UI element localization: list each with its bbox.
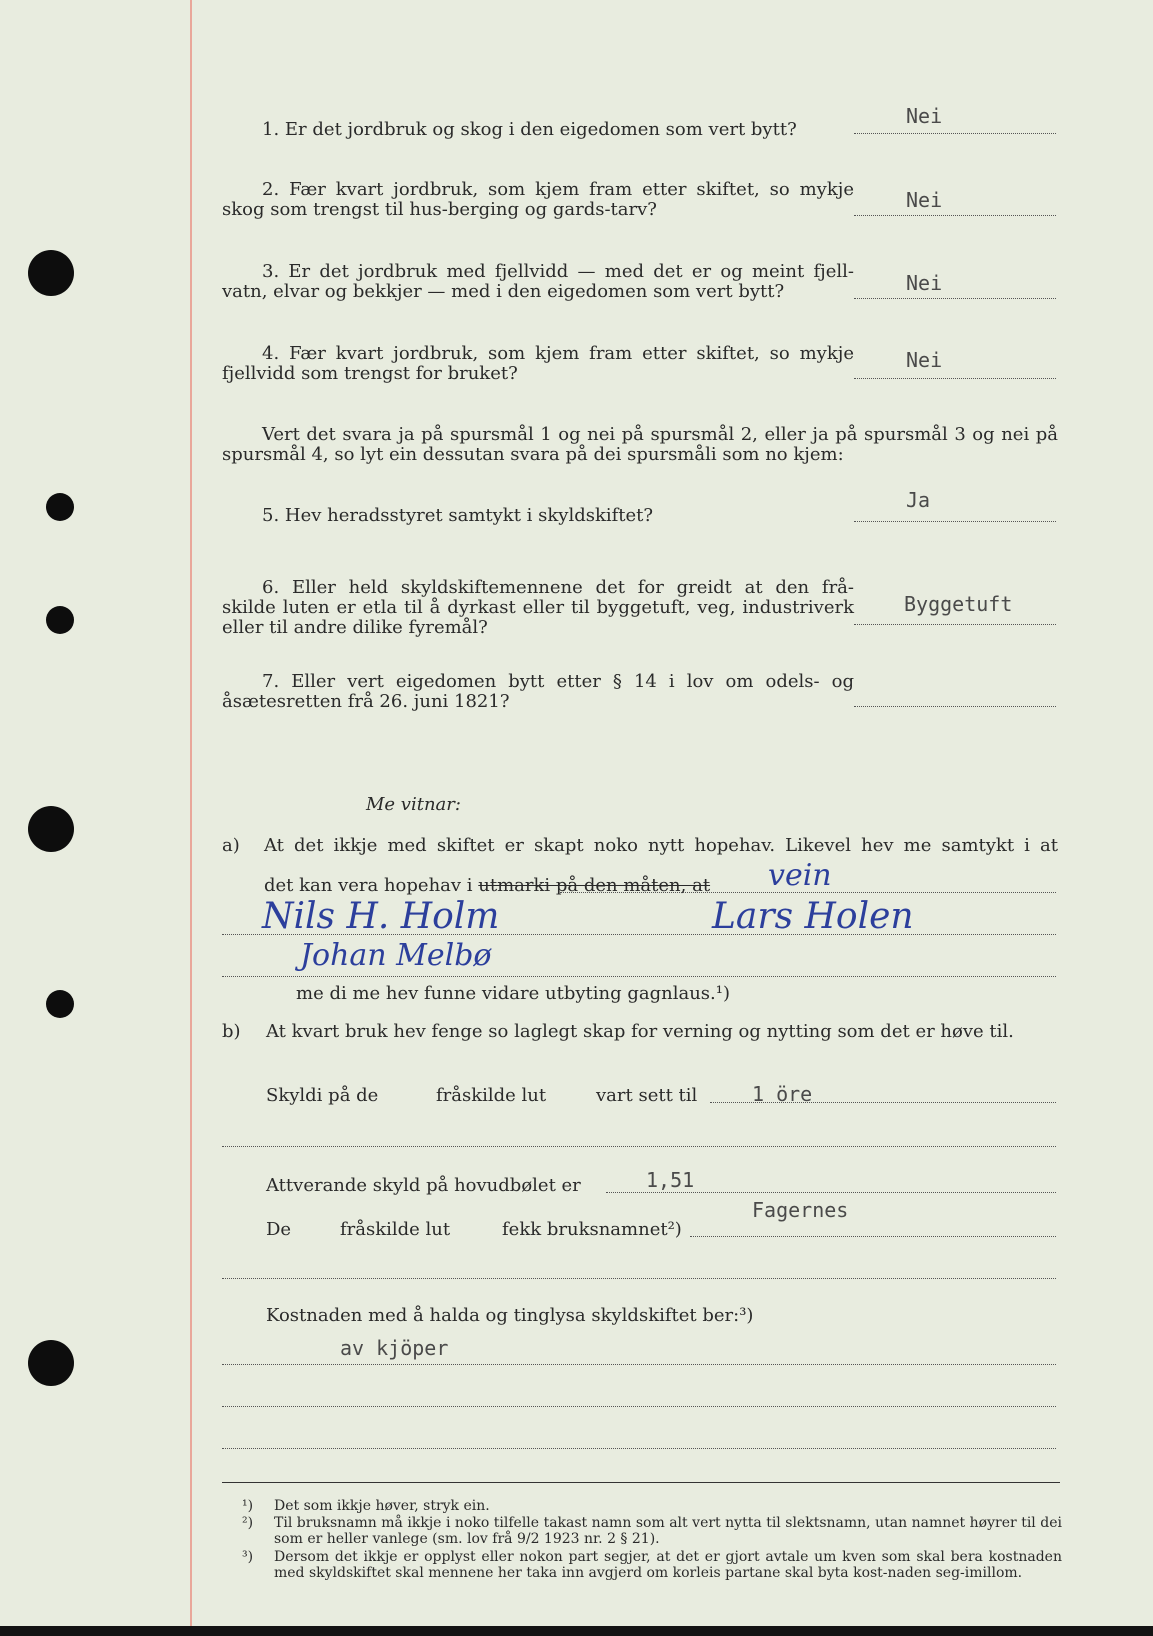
- answer-line: [854, 521, 1056, 522]
- punch-hole: [46, 606, 74, 634]
- fill-line: [560, 892, 1056, 893]
- answer-4: Nei: [906, 348, 943, 372]
- fill-line: [222, 1364, 1056, 1365]
- footnote-2-mark: ²): [242, 1515, 254, 1531]
- witness-heading: Me vitnar:: [366, 794, 461, 815]
- fill-line: [222, 1406, 1056, 1407]
- punch-hole: [28, 806, 74, 852]
- punch-hole: [28, 250, 74, 296]
- fill-line: [222, 1278, 1056, 1279]
- attverande-label: Attverande skyld på hovudbølet er: [266, 1175, 581, 1196]
- footnote-1-mark: ¹): [242, 1498, 254, 1514]
- punch-hole: [46, 990, 74, 1018]
- question-7: 7. Eller vert eigedomen bytt etter § 14 i lov om odels- og åsætesretten frå 26. juni 1821?: [222, 671, 854, 712]
- answer-line: [854, 706, 1056, 707]
- kostnad-value: av kjöper: [340, 1336, 449, 1360]
- question-5: 5. Hev heradsstyret samtykt i skyldskiftet?: [262, 505, 654, 526]
- margin-line: [190, 0, 192, 1626]
- witness-a-line2: det kan vera hopehav i utmarki på den måten, at: [264, 875, 711, 896]
- skyld-w3: vart sett til: [596, 1085, 698, 1106]
- struck-text: utmarki på den måten, at: [478, 875, 711, 896]
- witness-a-line1: At det ikkje med skiftet er skapt noko nytt hopehav. Likevel hev me samtykt i at: [264, 835, 1058, 856]
- fill-line: [222, 976, 1056, 977]
- bruksnamn-w2: fråskilde lut: [340, 1219, 451, 1240]
- punch-hole: [46, 493, 74, 521]
- footnote-3-text: Dersom det ikkje er opplyst eller nokon part segjer, at det er gjort avtale um kven som skal bera kostnaden med skyldskiftet skal mennene her taka inn avgjerd om korleis partane skal byta kost-naden seg-imillom.: [274, 1549, 1062, 1581]
- question-3: 3. Er det jordbruk med fjellvidd — med det er og meint fjell- vatn, elvar og bekkjer — med i den eigedomen som vert bytt?: [222, 261, 854, 302]
- footnote-rule: [222, 1482, 1060, 1483]
- attverande-value: 1,51: [646, 1168, 695, 1192]
- answer-5: Ja: [906, 488, 931, 512]
- scan-edge: [0, 1626, 1153, 1636]
- fill-line: [222, 934, 1056, 935]
- bruksnamn-value: Fagernes: [752, 1198, 849, 1222]
- fill-line: [710, 1102, 1056, 1103]
- footnote-3-mark: ³): [242, 1549, 254, 1565]
- label-a: a): [222, 835, 240, 856]
- answer-1: Nei: [906, 104, 943, 128]
- bruksnamn-w1: De: [266, 1219, 292, 1240]
- fill-line: [606, 1192, 1056, 1193]
- answer-6: Byggetuft: [904, 592, 1013, 616]
- answer-line: [854, 215, 1056, 216]
- punch-hole: [28, 1340, 74, 1386]
- witness-b-text: At kvart bruk hev fenge so laglegt skap for verning og nytting som det er høve til.: [266, 1021, 1014, 1042]
- skyld-w2: fråskilde lut: [436, 1085, 547, 1106]
- bruksnamn-w3: fekk bruksnamnet²): [502, 1219, 682, 1240]
- witness-a-end: me di me hev funne vidare utbyting gagnlaus.¹): [296, 983, 730, 1004]
- signature-3: Johan Melbø: [300, 938, 492, 973]
- skyld-value: 1 öre: [752, 1082, 813, 1106]
- answer-line: [854, 133, 1056, 134]
- question-2: 2. Fær kvart jordbruk, som kjem fram etter skiftet, so mykje skog som trengst til hus-berging og gards-tarv?: [222, 179, 854, 220]
- intro-paragraph: Vert det svara ja på spursmål 1 og nei på spursmål 2, eller ja på spursmål 3 og nei på spursmål 4, so lyt ein dessutan svara på dei spursmåli som no kjem:: [222, 424, 1058, 465]
- question-number: 1.: [262, 119, 280, 140]
- signature-2: Lars Holen: [712, 896, 914, 937]
- label-b: b): [222, 1021, 241, 1042]
- fill-line: [690, 1236, 1056, 1237]
- answer-3: Nei: [906, 271, 943, 295]
- question-1: [262, 120, 797, 140]
- handwritten-word: vein: [768, 858, 832, 893]
- footnote-1-text: Det som ikkje høver, stryk ein.: [274, 1498, 490, 1514]
- fill-line: [222, 1146, 1056, 1147]
- answer-line: [854, 298, 1056, 299]
- signature-1: Nils H. Holm: [262, 896, 500, 937]
- question-6: 6. Eller held skyldskiftemennene det for greidt at den frå- skilde luten er etla til å dyrkast eller til byggetuft, veg, industriverk eller til andre dilike fyremål?: [222, 577, 854, 638]
- skyld-w1: Skyldi på de: [266, 1085, 379, 1106]
- question-4: 4. Fær kvart jordbruk, som kjem fram etter skiftet, so mykje fjellvidd som trengst for bruket?: [222, 343, 854, 384]
- answer-line: [854, 378, 1056, 379]
- question-text: Er det jordbruk og skog i den eigedomen som vert bytt?: [284, 119, 797, 140]
- answer-2: Nei: [906, 188, 943, 212]
- answer-line: [854, 624, 1056, 625]
- kostnad-label: Kostnaden med å halda og tinglysa skyldskiftet ber:³): [266, 1305, 754, 1326]
- fill-line: [222, 1448, 1056, 1449]
- footnote-2-text: Til bruksnamn må ikkje i noko tilfelle takast namn som alt vert nytta til slektsnamn, utan namnet høyrer til dei som er heller vanlege (sm. lov frå 9/2 1923 nr. 2 § 21).: [274, 1515, 1062, 1547]
